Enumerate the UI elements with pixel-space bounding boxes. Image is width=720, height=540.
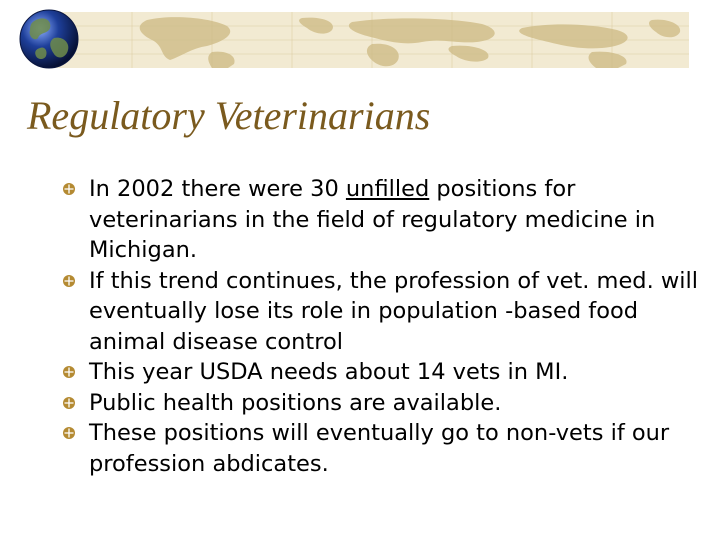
slide-title: Regulatory Veterinarians xyxy=(27,93,431,138)
bullet-item xyxy=(62,418,702,479)
bullet-text: Public health positions are available. xyxy=(89,389,502,416)
bullet-text: In 2002 there were 30 xyxy=(89,176,346,202)
bullet-text: positions for veterinarians in the field of regulatory medicine in Michigan. xyxy=(89,176,656,263)
bullet-text: These positions will eventually go to non-vets if our profession abdicates. xyxy=(89,420,670,477)
bullet-item xyxy=(62,357,702,388)
bullet-text: If this trend continues, the profession of vet. med. will eventually lose its role in population -based food animal disease control xyxy=(89,267,699,355)
bullet-list xyxy=(62,174,702,479)
bullet-text: This year USDA needs about 14 vets in MI. xyxy=(89,359,569,385)
circle-cross-bullet-icon xyxy=(62,182,76,196)
circle-cross-bullet-icon xyxy=(62,365,76,379)
globe-icon xyxy=(18,8,80,70)
bullet-item xyxy=(62,266,702,358)
bullet-item xyxy=(62,388,702,419)
circle-cross-bullet-icon xyxy=(62,274,76,288)
circle-cross-bullet-icon xyxy=(62,396,76,410)
circle-cross-bullet-icon xyxy=(62,426,76,440)
bullet-text-underlined: unfilled xyxy=(345,176,430,202)
world-map-icon xyxy=(52,12,689,68)
bullet-item xyxy=(62,174,702,266)
world-map-banner xyxy=(52,12,689,68)
